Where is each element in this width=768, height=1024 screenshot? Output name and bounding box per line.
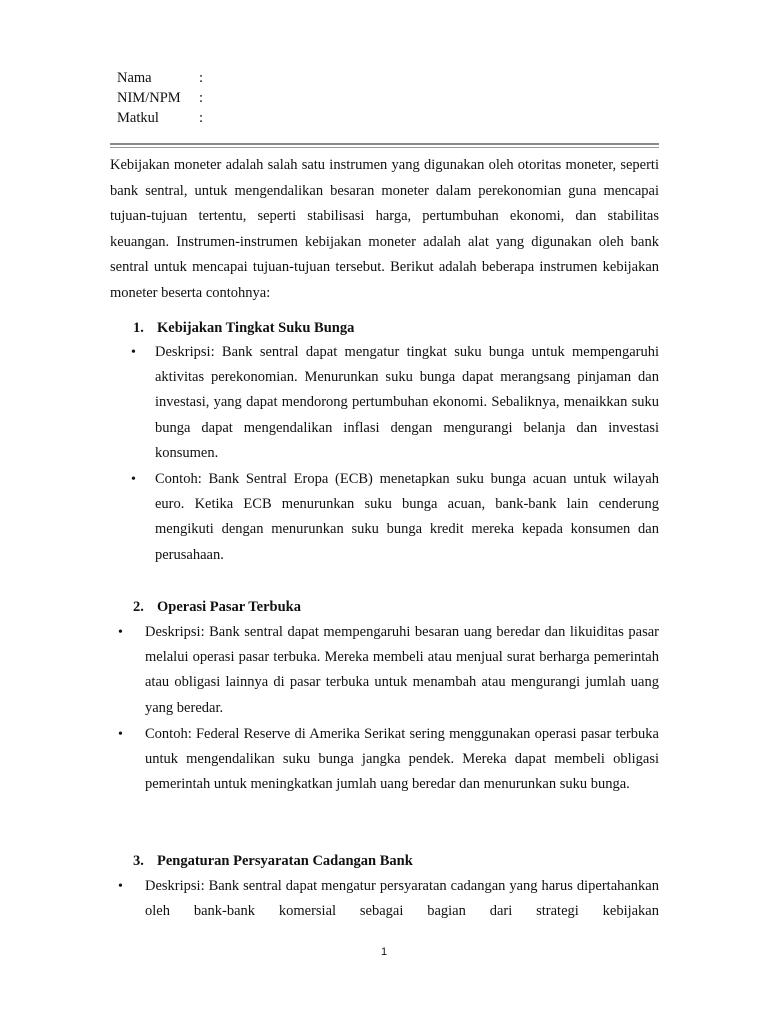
header-divider-thin bbox=[110, 147, 659, 148]
section-heading bbox=[133, 318, 354, 338]
section-title: Operasi Pasar Terbuka bbox=[157, 599, 301, 615]
bullet-text: Contoh: Federal Reserve di Amerika Serikat sering menggunakan operasi pasar terbuka untuk mengendalikan suku bunga jangka pendek. Mereka dapat membeli obligasi pemerintah untuk meningkatkan jumlah uang beredar dan menurunkan suku bunga. bbox=[145, 726, 659, 793]
field-separator: : bbox=[199, 90, 204, 106]
field-label: Matkul bbox=[117, 110, 159, 126]
bullet-icon: • bbox=[118, 727, 123, 742]
field-matkul bbox=[117, 108, 203, 128]
field-label: NIM/NPM bbox=[117, 90, 181, 106]
field-separator: : bbox=[199, 70, 204, 86]
bullet-icon: • bbox=[118, 879, 123, 894]
section-number: 2. bbox=[133, 599, 144, 615]
field-separator: : bbox=[199, 110, 204, 126]
section-number: 1. bbox=[133, 320, 144, 336]
bullet-text: Deskripsi: Bank sentral dapat mengatur tingkat suku bunga untuk mempengaruhi aktivitas perekonomian. Menurunkan suku bunga dapat merangsang pinjaman dan investasi, yang dapat mendorong pertumbuhan ekonomi. Sebaliknya, menaikkan suku bunga dapat mengendalikan inflasi dengan mengurangi belanja dan investasi konsumen. bbox=[155, 344, 659, 461]
bullet-text: Contoh: Bank Sentral Eropa (ECB) menetapkan suku bunga acuan untuk wilayah euro. Ketika ECB menurunkan suku bunga acuan, bank-bank lain cenderung mengikuti dengan menurunkan suku bunga kredit mereka kepada konsumen dan perusahaan. bbox=[155, 471, 659, 563]
section-title: Kebijakan Tingkat Suku Bunga bbox=[157, 320, 355, 336]
field-nim-npm bbox=[117, 88, 203, 108]
section-title: Pengaturan Persyaratan Cadangan Bank bbox=[157, 853, 413, 869]
bullet-icon: • bbox=[131, 472, 136, 487]
field-nama bbox=[117, 68, 203, 88]
bullet-text: Deskripsi: Bank sentral dapat mempengaruhi besaran uang beredar dan likuiditas pasar melalui operasi pasar terbuka. Mereka membeli atau menjual surat berharga pemerintah atau obligasi lainnya di pasar terbuka untuk menambah atau mengurangi jumlah uang yang beredar. bbox=[145, 624, 659, 716]
field-label: Nama bbox=[117, 70, 152, 86]
bullet-text: Deskripsi: Bank sentral dapat mengatur persyaratan cadangan yang harus dipertahankan oleh bank-bank komersial sebagai bagian dari strategi kebijakan bbox=[145, 878, 659, 920]
section-heading bbox=[133, 851, 413, 871]
page-number: 1 bbox=[380, 946, 388, 958]
intro-paragraph: Kebijakan moneter adalah salah satu instrumen yang digunakan oleh otoritas moneter, seperti bank sentral, untuk mengendalikan besaran moneter dalam perekonomian guna mencapai tujuan-tujuan tertentu, seperti stabilisasi harga, pertumbuhan ekonomi, dan stabilitas keuangan. Instrumen-instrumen kebijakan moneter adalah alat yang digunakan oleh bank sentral untuk mencapai tujuan-tujuan tersebut. Berikut adalah beberapa instrumen kebijakan moneter beserta contohnya: bbox=[110, 157, 659, 301]
header-divider bbox=[110, 143, 659, 145]
section-heading bbox=[133, 597, 301, 617]
bullet-icon: • bbox=[131, 345, 136, 360]
bullet-icon: • bbox=[118, 625, 123, 640]
section-number: 3. bbox=[133, 853, 144, 869]
